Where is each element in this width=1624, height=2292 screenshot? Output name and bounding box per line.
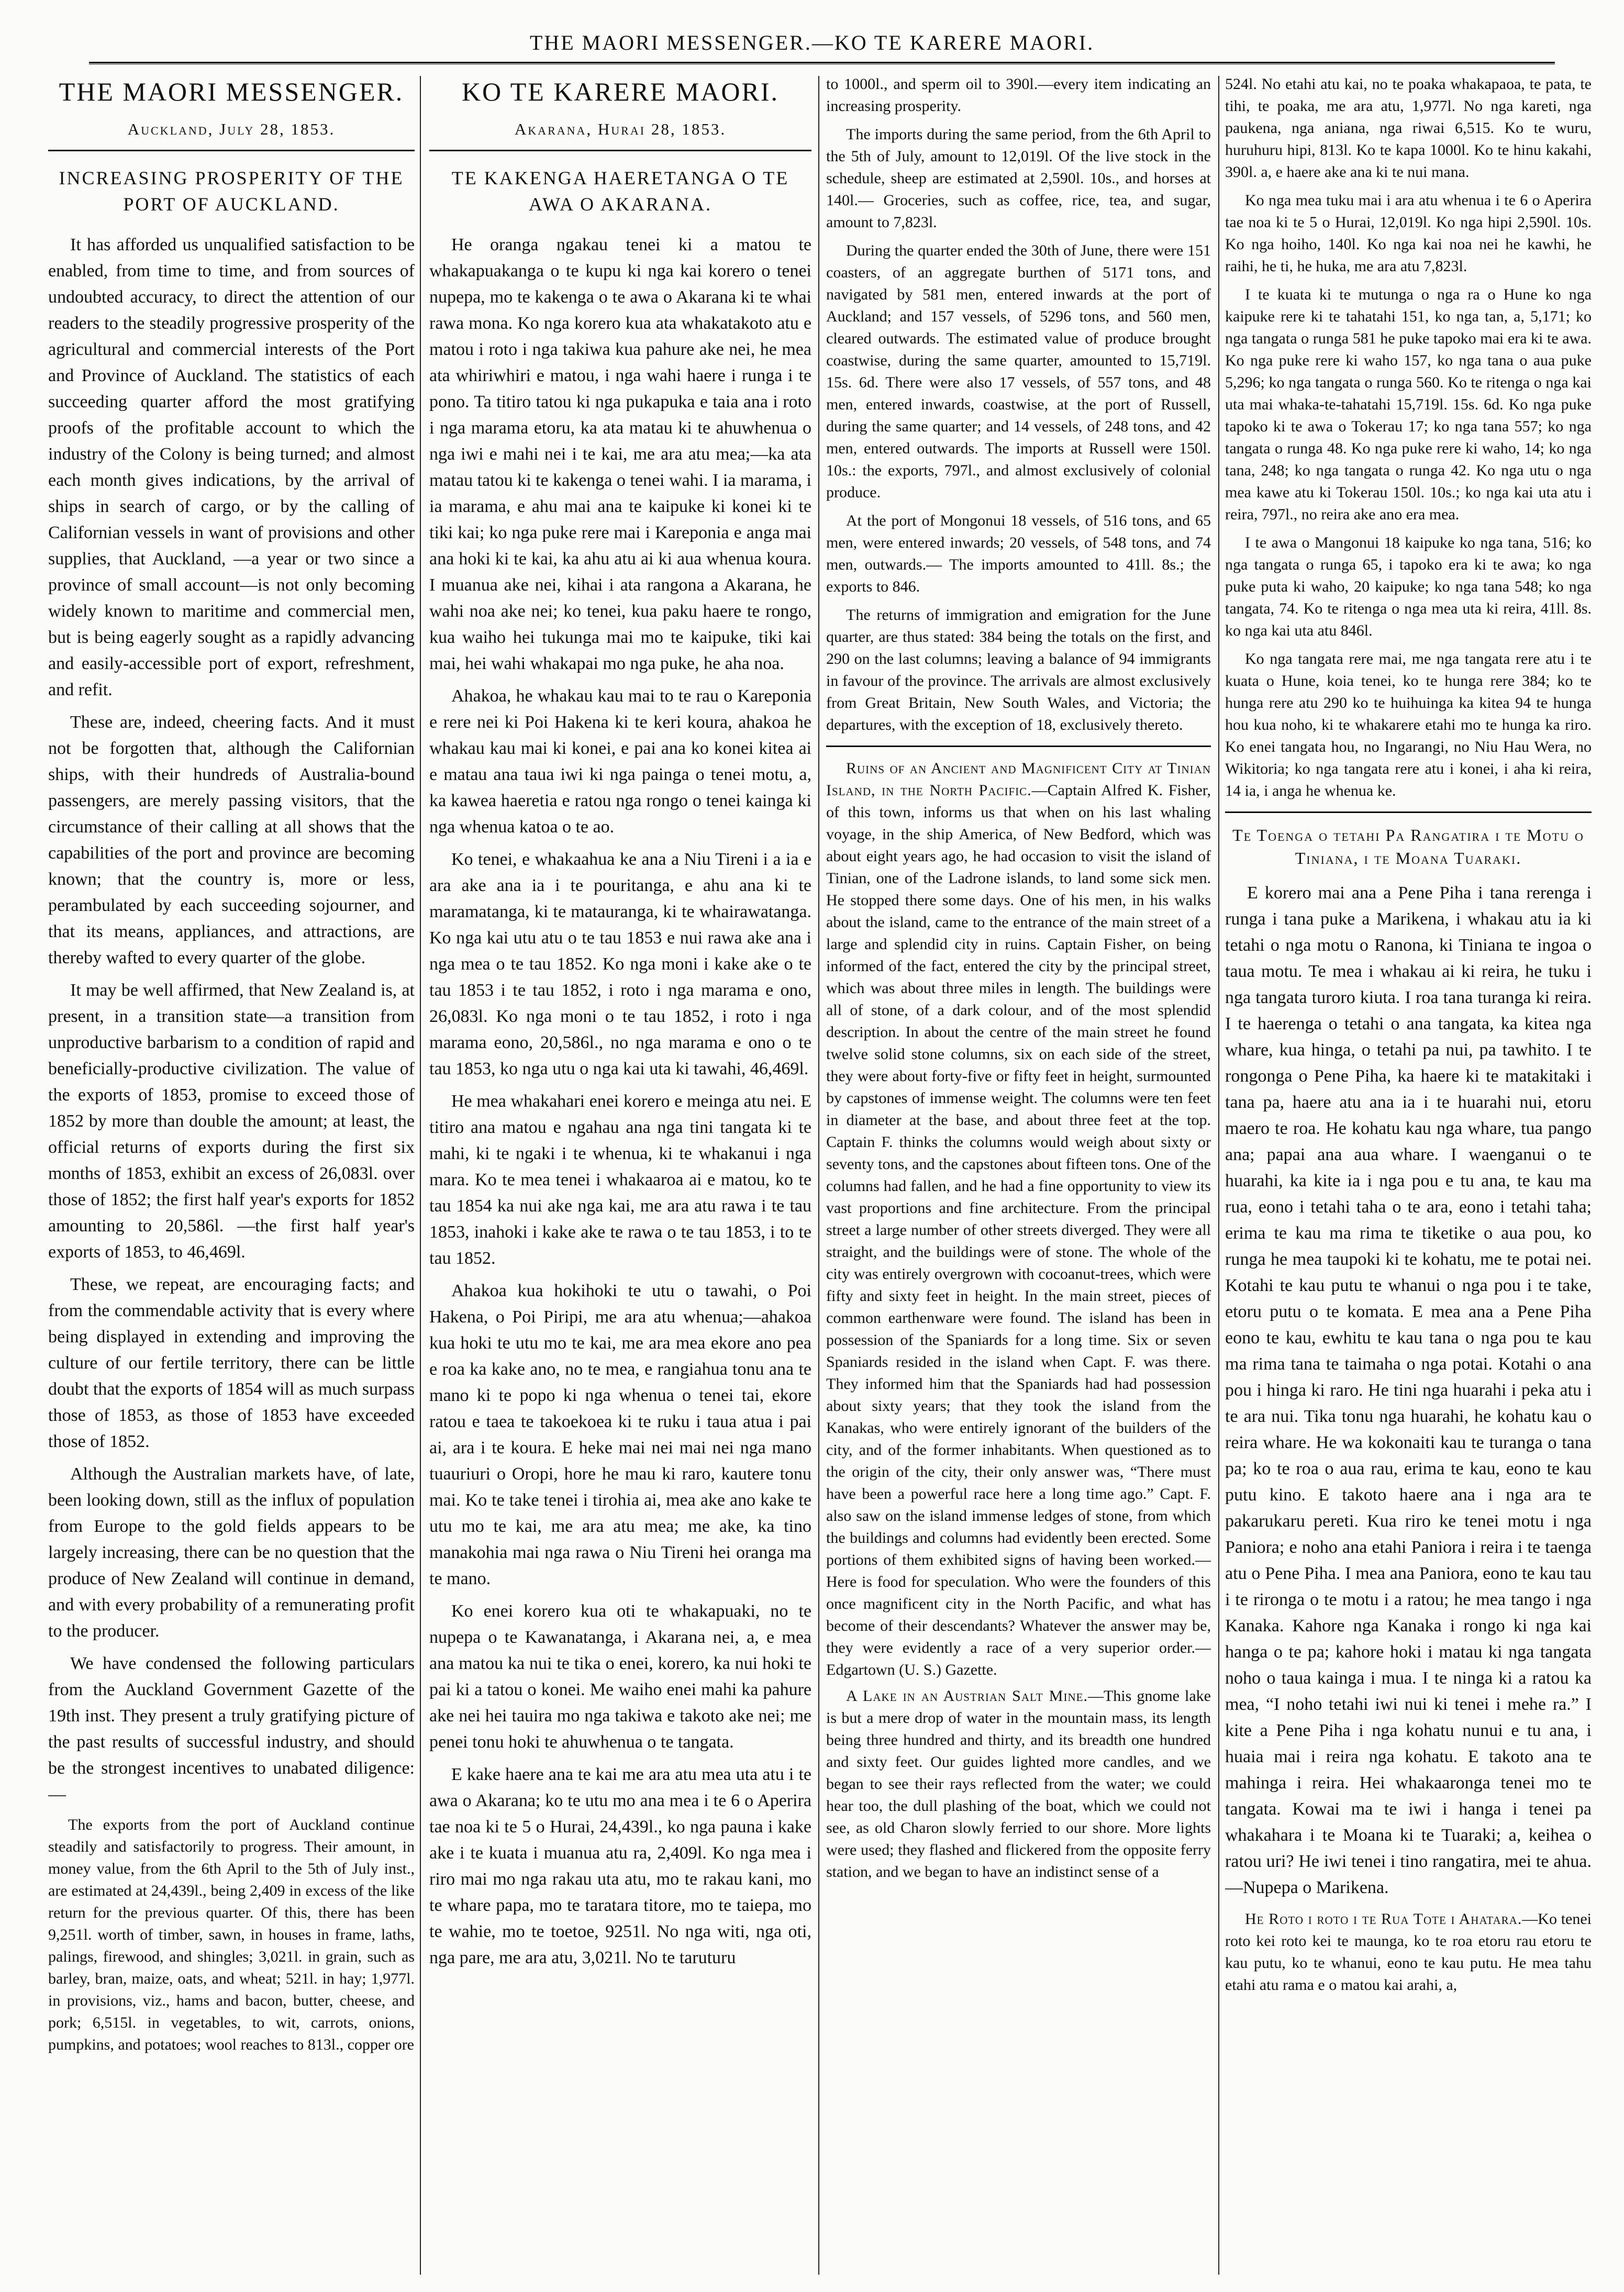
article-paragraph: E kake haere ana te kai me ara atu mea uta atu i te awa o Akarana; ko te utu mo ana mea i te 6 o Aperira tae noa ki te 5 o Hurai, 24,439l., ko nga pauna i kake ake i te kuata i muanua atu ra, 2,409l. Ko nga mea i riro mai mo nga rakau uta atu, mo te rakau kani, mo te whare papa, mo te taratara titore, mo te taiepa, mo te wahie, mo te toetoe, 9251l. No nga witi, nga oti, nga pare, me ara atu, 3,021l. No te taruturu — [429, 1765, 811, 1967]
column-maori-news — [1225, 73, 1592, 2272]
article-paragraph: Although the Australian markets have, of late, been looking down, still as the influx of population from Europe to the gold fields appears to be largely increasing, there can be no question that the produce of New Zealand will continue in demand, and with every probability of a remunerating profit to the producer. — [48, 1464, 415, 1641]
news-item-title-maori: Te Toenga o tetahi Pa Rangatira i te Motu o Tiniana, i te Moana Tuaraki. — [1232, 826, 1584, 867]
article-paragraph: These are, indeed, cheering facts. And it must not be forgotten that, although the Californian ships, with their hundreds of Australia-bound passengers, are merely passing visitors, that the circumstance of their calling at all shows that the capabilities of the port and province are becoming known; that the country is, more or less, perambulated by each succeeding sojourner, and that its means, appliances, and attractions, are thereby wafted to every quarter of the globe. — [48, 713, 415, 967]
article-paragraph: The returns of immigration and emigration for the June quarter, are thus stated: 384 being the totals on the first, and 290 on the last columns; leaving a balance of 94 immigrants in favour of the province. The arrivals are almost exclusively from Great Britain, New South Wales, and Victoria; the departures, with the exception of 18, exclusively thereto. — [826, 606, 1211, 733]
news-item-text: —Ko tenei roto kei roto kei te maunga, ko te roa etoru rau etoru te kau putu, ko te whanui, eono te kau putu. He mea tahu etahi atu rama e o matou kai arahi, a, — [1225, 1910, 1592, 1994]
column-rule-1 — [420, 76, 421, 2275]
article-heading-maori: TE KAKENGA HAERETANGA O TE AWA O AKARANA. — [451, 168, 789, 215]
article-paragraph: It has afforded us unqualified satisfaction to be enabled, from time to time, and from sources of undoubted accuracy, to direct the attention of our readers to the steadily progressive prosperity of the agricultural and commercial interests of the Port and Province of Auckland. The statistics of each succeeding quarter afford the most gratifying proofs of the profitable account to which the industry of the Colony is being turned; and almost each month gives indications, by the arrival of ships in search of cargo, or by the calling of Californian vessels in want of provisions and other supplies, that Auckland, —a year or two since a province of small account—is not only becoming widely known to maritime and commercial men, but is being eagerly sought as a rapidly advancing and easily-accessible port of export, refreshment, and refit. — [48, 235, 415, 699]
column-maori-editorial — [429, 73, 811, 2272]
article-paragraph: Ko nga tangata rere mai, me nga tangata rere atu i te kuata o Hune, koia tenei, ko te hunga rere 384; ko te hunga rere atu 290 ko te huihuinga ka kitea 94 te hunga hou kua noho, ki te whakarere etahi mo te hunga ka riro. Ko enei tangata hou, no Ingarangi, no Niu Hau Wera, no Wikitoria; ko nga tangata rere atu i konei, i aha ki reira, 14 ia, i anga he whenua ke. — [1225, 650, 1592, 799]
article-paragraph: 524l. No etahi atu kai, no te poaka whakapaoa, te pata, te tihi, te poaka, me ara atu, 1,977l. No nga kareti, nga paukena, nga aniana, nga riwai 6,515. Ko te wuru, huruhuru hipi, 813l. Ko te kapa 1000l. Ko te hinu kakahi, 390l. a, e haere ake ana ki te nui mana. — [1225, 75, 1592, 181]
article-paragraph: He oranga ngakau tenei ki a matou te whakapuakanga o te kupu ki nga kai korero o tenei nupepa, mo te kakenga o te awa o Akarana ki te whai rawa mona. Ko nga korero kua ata whakatakoto atu e matou i roto i nga takiwa kua pahure ake nei, he mea ata whiriwhiri e matou, i nga wahi haere i runga i te pono. Ta titiro tatou ki nga pukapuka e taia ana i roto i nga marama etoru, ka ata matau ki te ahuwhenua o nga iwi e mahi nei i te kai, me ara atu mea;—ka ata matau tatou ki te kakenga o tenei wahi. I ia marama, i ia marama, e ahu mai ana te kaipuke ki konei ki te tiki kai; ko nga puke rere mai i Kareponia e anga mai ana hoki ki te kai, ka ahu atu ai ki aua whenua koura. I muanua ake nei, kihai i ata rangona a Akarana, he wahi noa ake nei; ko tenei, kua paku haere te rongo, kua waiho hei tukunga mai mo te kaipuke, tiki kai mai, hei wahi whakapai mo nga puke, he aha noa. — [429, 235, 811, 673]
article-paragraph: We have condensed the following particulars from the Auckland Government Gazette of the 19th inst. They present a truly gratifying picture of the past results of successful industry, and should be the strongest incentives to unabated diligence:— — [48, 1654, 415, 1804]
exports-paragraph: The exports from the port of Auckland continue steadily and satisfactorily to progress. Their amount, in money value, from the 6th April to the 5th of July inst., are estimated at 24,439l., being 2,409 in excess of the like return for the previous quarter. Of this, there has been 9,251l. worth of timber, sawn, in houses in frame, laths, palings, firewood, and shingles; 3,021l. in grain, such as barley, bran, maize, oats, and wheat; 521l. in hay; 1,977l. in provisions, viz., hams and bacon, butter, cheese, and pork; 6,515l. in vegetables, to wit, carrots, onions, pumpkins, and potatoes; wool reaches to 813l., copper ore — [48, 1816, 415, 2053]
article-paragraph: I te awa o Mangonui 18 kaipuke ko nga tana, 516; ko nga tangata o runga 65, i tapoko era ki te awa; ko nga puke puta ki waho, 20 kaipuke; ko nga tana 548; ko nga tangata, 74. Ko te ritenga o nga mea uta ki reira, 41ll. 8s. ko nga kai uta atu 846l. — [1225, 534, 1592, 639]
news-item-text: —This gnome lake is but a mere drop of water in the mountain mass, its length being three hundred and thirty, and its breadth one hundred and sixty feet. Our guides lighted more candles, and we began to see their rays reflected from the water; we could hear too, the dull plashing of the boat, which we could not see, as old Charon slowly ferried to our shore. More lights were used; they flashed and flickered from the opposite ferry station, and we began to have an indistinct sense of a — [826, 1687, 1211, 1881]
news-item-title: He Roto i roto i te Rua Tote i Ahatara. — [1245, 1910, 1522, 1928]
article-paragraph: E korero mai ana a Pene Piha i tana rerenga i runga i tana puke a Marikena, i whakau atu ia ki tetahi o nga motu o Ranona, ki Tiniana te ingoa o taua motu. Te mea i whakau ai ki reira, he tuku i nga tangata turoro kiuta. I roa tana turanga ki reira. I te haerenga o tetahi o ana tangata, ka kitea nga whare, kua hinga, o tetahi pa nui, pa tawhito. I te rongonga o Pene Piha, ka haere ki te matakitaki i tana pa, haere atu ana ia i te huarahi nui, etoru maero te roa. He kohatu kau nga whare, tua pango ana; papai ana aua whare. I waenganui o te huarahi, ka kite ia i nga pou e tu ana, te kau ma rua, eono i tetahi taha o te ara, eono i tetahi taha; erima te kau ma rima te tiketike o aua pou, ko runga he mea taupoki ki te kohatu, me te potai nei. Kotahi te kau putu te whanui o nga pou i te take, etoru putu o te komata. E mea ana a Pene Piha eono te kau, ewhitu te kau tana o nga pou te kau ma rima tana te taimaha o nga potai. Kotahi o ana pou i hinga ki raro. He tini nga huarahi i peka atu i te ara nui. Tika tonu nga huarahi, he kohatu kau o reira whare. He wa kokonaiti kau te turanga o tana pa; ko te roa o aua rau, erima te kau, eono te kau putu kino. E takoto haere ana i nga ara te pakarukaru pereti. Kua riro ke tenei motu i nga Paniora; e noho ana etahi Paniora i reira i te taenga atu o Pene Piha. I mea ana Paniora, eono te kau tau i te rironga o te motu i a ratou; he mea tango i nga Kanaka. Kahore nga Kanaka i rongo ki nga kai hanga o te pa; kahore hoki i matau ki nga tangata noho o taua kainga i mua. I te ninga ki a ratou ka mea, “I noho tetahi iwi nui ki tenei i mehe ra.” I kite a Pene Piha i nga kohatu nunui e tu ana, i huaia mai i reira nga kohatu. E takoto ana te mahinga i reira. Hei whakaaronga tenei mo te tangata. Kowai ma te iwi i hanga i tenei pa whakahara i te Moana ki te Tuaraki; a, keihea o ratou uri? He iwi tenei i tino rangatira, mei te ahua.—Nupepa o Marikena. — [1225, 883, 1592, 1897]
masthead-maori: KO TE KARERE MAORI. — [461, 77, 780, 106]
article-paragraph: He mea whakahari enei korero e meinga atu nei. E titiro ana matou e ngahau ana nga tini tangata ki te mahi, ki te ngaki i te whenua, ki te whakanui i nga mara. Ko te mea tenei i whakaaroa ai e matou, ko te tau 1854 ka nui ake nga kai, me ara atu rawa i te tau 1853, inahoki i kake ake te rawa o te tau 1853, i to te tau 1852. — [429, 1092, 811, 1268]
article-paragraph: Ko tenei, e whakaahua ke ana a Niu Tireni i a ia e ara ake ana ia i te pouritanga, e ahu ana ki te maramatanga, ki te matauranga, ki te whairawatanga. Ko nga kai utu atu o te tau 1853 e nui rawa ake ana i nga mea o te tau 1852. Ko nga moni i kake ake o te tau 1853 i te tau 1852, i roto i nga marama e ono, 26,083l. Ko nga moni o te tau 1852, i roto i nga marama eono, 20,586l., no nga marama e ono o te tau 1853, ko nga utu o nga kai uta ki tawahi, 46,469l. — [429, 850, 811, 1078]
article-paragraph: I te kuata ki te mutunga o nga ra o Hune ko nga kaipuke rere ki te tahatahi 151, ko nga tan, a, 5,171; ko nga tangata o runga 581 he puke tapoko mai era ki te awa. Ko nga puke rere ki waho 157, ko nga tana o aua puke 5,296; ko nga tangata o runga 560. Ko te ritenga o nga kai uta mai whaka-te-tahatahi 15,719l. 15s. 6d. Ko nga puke tapoko ki te awa o Tokerau 17; ko nga tana 557; ko nga tangata o runga 48. Ko nga puke rere ki waho, 14; ko nga tana, 248; ko nga tangata o runga 42. Ko nga utu o nga mea kawe atu ki Tokerau 150l. 10s.; ko nga kai uta atu i reira, 797l., no reira ake ano era mea. — [1225, 286, 1592, 523]
column-rule-2 — [818, 76, 819, 2275]
article-paragraph: It may be well affirmed, that New Zealand is, at present, in a transition state—a transition from unproductive barbarism to a condition of rapid and beneficially-productive civilization. The value of the exports of 1853, promise to exceed those of 1852 by more than double the amount; at least, the official returns of exports during the first six months of 1853, exhibit an excess of 26,083l. over those of 1852; the first half year's exports for 1852 amounting to 20,586l. —the first half year's exports of 1853, to 46,469l. — [48, 981, 415, 1262]
news-item-lake-maori — [1225, 1908, 1592, 1996]
news-item-lake — [826, 1685, 1211, 1883]
section-rule — [826, 746, 1211, 747]
article-paragraph: Ko enei korero kua oti te whakapuaki, no te nupepa o te Kawanatanga, i Akarana nei, a, e mea ana matou ka nui te tika o enei, korero, ka nui hoki te pai ki a tatou o konei. Me waiho enei mahi ka pahure ake nei hei tauira mo nga takiwa e takoto ake nei; me penei tonu hoki te ahuwhenua o te tangata. — [429, 1601, 811, 1752]
dateline-english: Auckland, July 28, 1853. — [48, 112, 415, 151]
article-paragraph: Ko nga mea tuku mai i ara atu whenua i te 6 o Aperira tae noa ki te 5 o Hurai, 12,019l. Ko nga hipi 2,590l. 10s. Ko nga hoiho, 140l. Ko nga kai noa nei he kawhi, he raihi, he ti, he huka, me ara atu 7,823l. — [1225, 192, 1592, 275]
column-english-editorial — [48, 73, 415, 2272]
article-paragraph: The imports during the same period, from the 6th April to the 5th of July, amount to 12,019l. Of the live stock in the schedule, sheep are estimated at 2,590l. 10s., and horses at 140l.— Groceries, such as coffee, rice, tea, and sugar, amount to 7,823l. — [826, 126, 1211, 231]
article-heading: INCREASING PROSPERITY OF THE PORT OF AUCKLAND. — [59, 168, 404, 215]
article-paragraph: During the quarter ended the 30th of June, there were 151 coasters, of an aggregate burthen of 5171 tons, and navigated by 581 men, entered inwards at the port of Auckland; and 157 vessels, of 5296 tons, and 560 men, cleared outwards. The estimated value of produce brought coastwise, during the same quarter, amounted to 15,719l. 15s. 6d. There were also 17 vessels, of 557 tons, and 48 men, entered inwards, coastwise, at the port of Russell, during the same quarter; and 14 vessels, of 248 tons, and 42 men, entered outwards. The imports at Russell were 150l. 10s.: the exports, 797l., and almost exclusively of colonial produce. — [826, 242, 1211, 501]
news-item-title: A Lake in an Austrian Salt Mine. — [846, 1687, 1088, 1705]
news-item-text: —Captain Alfred K. Fisher, of this town, informs us that when on his last whaling voyage, in the ship America, of New Bedford, which was about eight years ago, he had occasion to visit the island of Tinian, one of the Ladrone islands, to land some sick men. He stopped there some days. One of his men, in his walks about the island, came to the entrance of the main street of a large and splendid city in ruins. Captain Fisher, on being informed of the fact, entered the city by the principal street, which was about three miles in length. The buildings were all of stone, of a dark colour, and of the most splendid description. In about the centre of the main street he found twelve solid stone columns, six on each side of the street, they were about forty-five or fifty feet in height, surmounted by capstones of immense weight. The columns were ten feet in diameter at the base, and about three feet at the top. Captain F. thinks the columns would weigh about sixty or seventy tons, and the capstones about fifteen tons. One of the columns had fallen, and he had a fine opportunity to view its vast proportions and fine architecture. From the principal street a large number of other streets diverged. They were all straight, and the buildings were of stone. The whole of the city was entirely overgrown with cocoanut-trees, which were fifty and sixty feet in height. In the main street, pieces of common earthenware were found. The island has been in possession of the Spaniards for a long time. Six or seven Spaniards resided in the island when Capt. F. was there. They informed him that the Spaniards had had possession about sixty years; that they took the island from the Kanakas, who were entirely ignorant of the builders of the city, and of the former inhabitants. When questioned as to the origin of the city, their only answer was, “There must have been a powerful race here a long time ago.” Capt. F. also saw on the island immense ledges of stone, from which the buildings and columns had evidently been erected. Some portions of them exhibited signs of having been worked.— Here is food for speculation. Who were the founders of this once magnificent city in the North Pacific, and what has become of their descendants? Whatever the answer may be, they were evidently a race of a very superior order.—Edgartown (U. S.) Gazette. — [826, 782, 1211, 1678]
article-paragraph: Ahakoa kua hokihoki te utu o tawahi, o Poi Hakena, o Poi Piripi, me ara atu whenua;—ahakoa kua hoki te utu mo te kai, me ara mea ekore ano pea e roa ka kake ano, no te mea, e rangiahua tonu ana te mano ki te popo ki nga whenua o tenei tai, ekore ratou e taea te takoekoea ki te ruku i taua atua i pai ai, ara i te koura. E heke mai nei mai nei nga mano tuauriuri o Oropi, hore he mau ki raro, kautere tonu mai. Ko te take tenei i tirohia ai, mea ake ano kake te utu mo te kai, me ara atu mea; me ake, ka tino manakohia mai nga rawa o Niu Tireni hei oranga ma te mano. — [429, 1281, 811, 1588]
running-head: THE MAORI MESSENGER.—KO TE KARERE MAORI. — [529, 31, 1095, 54]
article-paragraph: Ahakoa, he whakau kau mai to te rau o Kareponia e rere nei ki Poi Hakena ki te keri koura, ahakoa he whakau kau mai ki konei, e pai ana ko konei kitea ai e matau ana taua iwi ki nga painga o tenei motu, a, ka kawea haeretia e ratou nga rongo o tenei kainga ki nga whenua katoa o te ao. — [429, 686, 811, 837]
news-item-title: Ruins of an Ancient and Magnificent City at Tinian Island, in the North Pacific. — [826, 760, 1211, 799]
article-paragraph: At the port of Mongonui 18 vessels, of 516 tons, and 65 men, were entered inwards; 20 vessels, of 548 tons, and 74 men, outwards.— The imports amounted to 41ll. 8s.; the exports to 846. — [826, 512, 1211, 595]
header-rule — [89, 62, 1555, 64]
masthead-english: THE MAORI MESSENGER. — [59, 77, 404, 106]
news-item-ruins — [826, 758, 1211, 1681]
article-paragraph: to 1000l., and sperm oil to 390l.—every item indicating an increasing prosperity. — [826, 75, 1211, 115]
article-paragraph: These, we repeat, are encouraging facts; and from the commendable activity that is every where being displayed in extending and improving the culture of our fertile territory, there can be little doubt that the exports of 1854 will as much surpass those of 1853, as those of 1853 have exceeded those of 1852. — [48, 1275, 415, 1451]
column-english-news — [826, 73, 1211, 2272]
section-rule — [1225, 811, 1592, 813]
dateline-maori: Akarana, Hurai 28, 1853. — [429, 112, 811, 151]
column-rule-3 — [1218, 76, 1219, 2275]
